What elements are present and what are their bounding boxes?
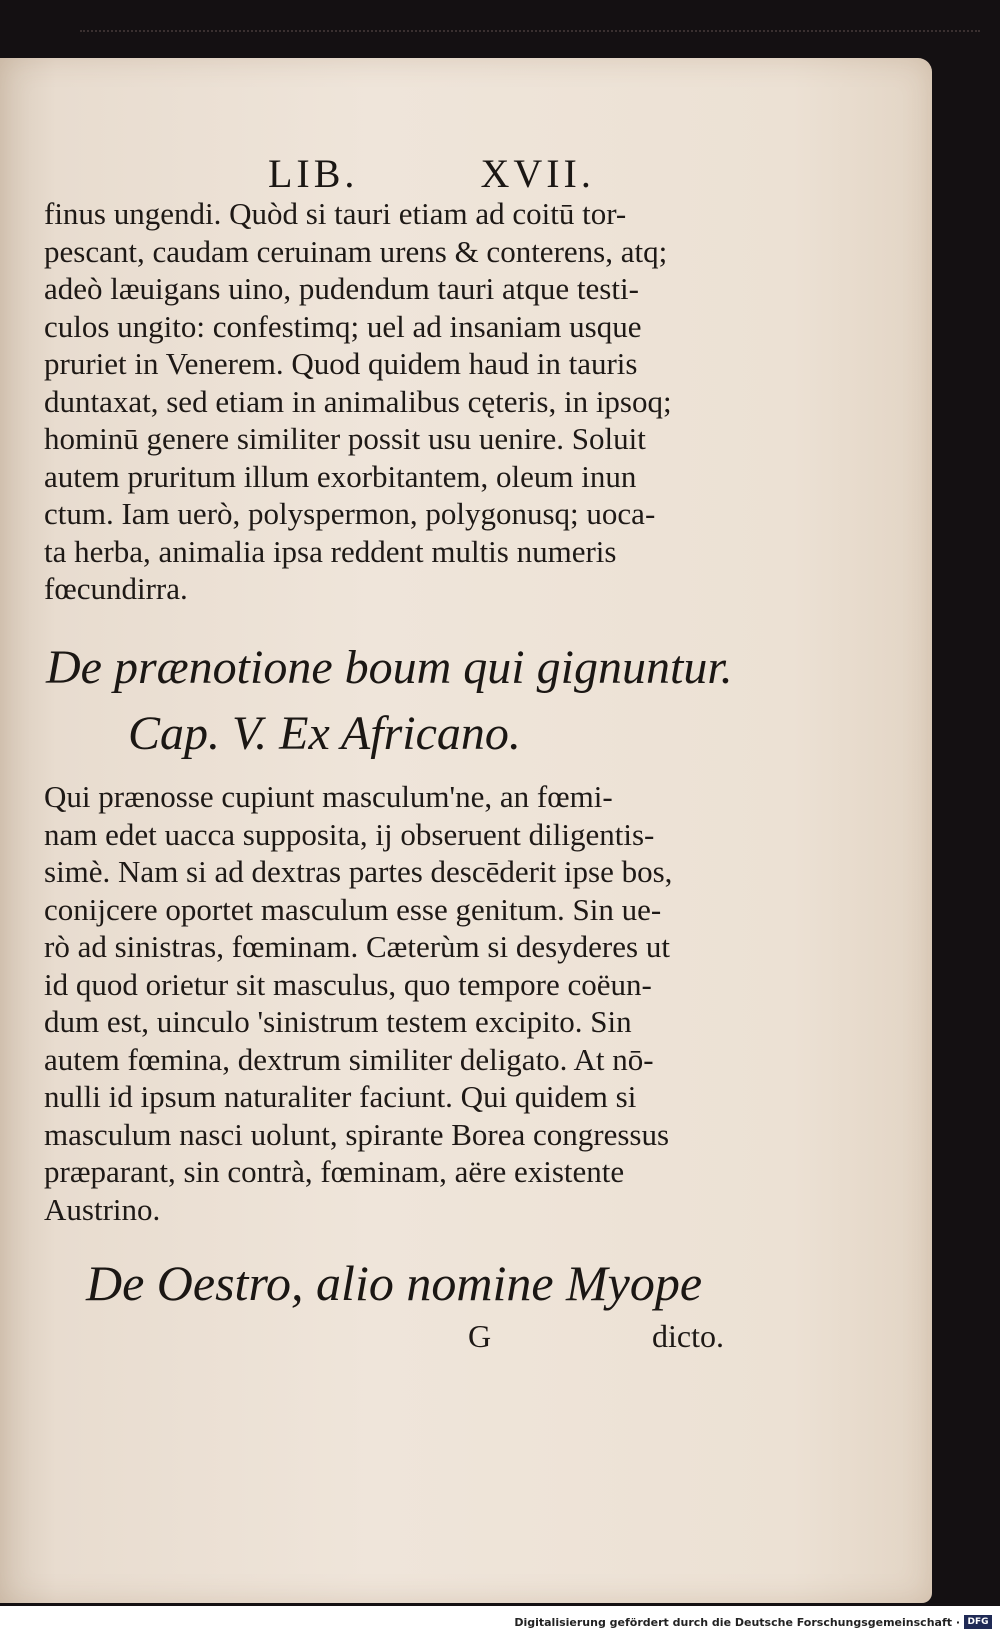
header-lib: LIB. bbox=[268, 151, 359, 196]
chapter-heading-line-1: De prænotione boum qui gignuntur. bbox=[46, 641, 733, 694]
text-line: culos ungito: confestimq; uel ad insaniam usque bbox=[44, 308, 642, 344]
text-line: masculum nasci uolunt, spirante Borea congressus bbox=[44, 1116, 670, 1152]
footer-bar bbox=[0, 1606, 1000, 1641]
text-line: nam edet uacca supposita, ij obseruent diligentis- bbox=[44, 816, 655, 852]
header-book-number: XVII. bbox=[480, 151, 595, 196]
paragraph-1 bbox=[44, 195, 744, 608]
chapter-heading-next: De Oestro, alio nomine Myope bbox=[86, 1255, 703, 1311]
text-line: conijcere oportet masculum esse genitum. Sin ue- bbox=[44, 891, 662, 927]
text-line: fœcundirra. bbox=[44, 571, 188, 606]
text-line: pescant, caudam ceruinam urens & conterens, atq; bbox=[44, 233, 668, 269]
text-line: Austrino. bbox=[44, 1191, 161, 1227]
text-line: hominū genere similiter possit usu uenire. Soluit bbox=[44, 421, 646, 456]
text-line: autem pruritum illum exorbitantem, oleum inun bbox=[44, 458, 637, 494]
text-line: ctum. Iam uerò, polyspermon, polygonusq; uoca- bbox=[44, 496, 656, 531]
text-line: id quod orietur sit masculus, quo tempore coëun- bbox=[44, 966, 652, 1002]
text-line: rò ad sinistras, fœminam. Cæterùm si desyderes ut bbox=[44, 929, 670, 964]
text-line: adeò læuigans uino, pudendum tauri atque testi- bbox=[44, 271, 639, 306]
text-line: duntaxat, sed etiam in animalibus cęteris, in ipsoq; bbox=[44, 383, 672, 419]
text-line: dum est, uinculo 'sinistrum testem excipito. Sin bbox=[44, 1004, 632, 1039]
running-header bbox=[268, 150, 595, 197]
text-line: simè. Nam si ad dextras partes descēderit ipse bos, bbox=[44, 854, 673, 889]
text-line: nulli id ipsum naturaliter faciunt. Qui quidem si bbox=[44, 1079, 637, 1114]
signature-mark: G bbox=[468, 1318, 492, 1354]
text-line: finus ungendi. Quòd si tauri etiam ad coitū tor- bbox=[44, 196, 627, 231]
footer-credit: Digitalisierung gefördert durch die Deutsche Forschungsgemeinschaft · bbox=[514, 1616, 960, 1629]
paragraph-2 bbox=[44, 778, 744, 1228]
text-line: Qui prænosse cupiunt masculum'ne, an fœmi- bbox=[44, 779, 613, 814]
text-line: pruriet in Venerem. Quod quidem haud in tauris bbox=[44, 346, 638, 381]
text-line: præparant, sin contrà, fœminam, aëre existente bbox=[44, 1154, 625, 1189]
text-line: autem fœmina, dextrum similiter deligato. At nō- bbox=[44, 1041, 654, 1077]
text-line: ta herba, animalia ipsa reddent multis numeris bbox=[44, 533, 617, 569]
dfg-logo: DFG bbox=[964, 1615, 992, 1629]
chapter-heading-line-2: Cap. V. Ex Africano. bbox=[128, 707, 521, 760]
binding-edge bbox=[80, 30, 980, 34]
catchword: dicto. bbox=[652, 1318, 724, 1354]
